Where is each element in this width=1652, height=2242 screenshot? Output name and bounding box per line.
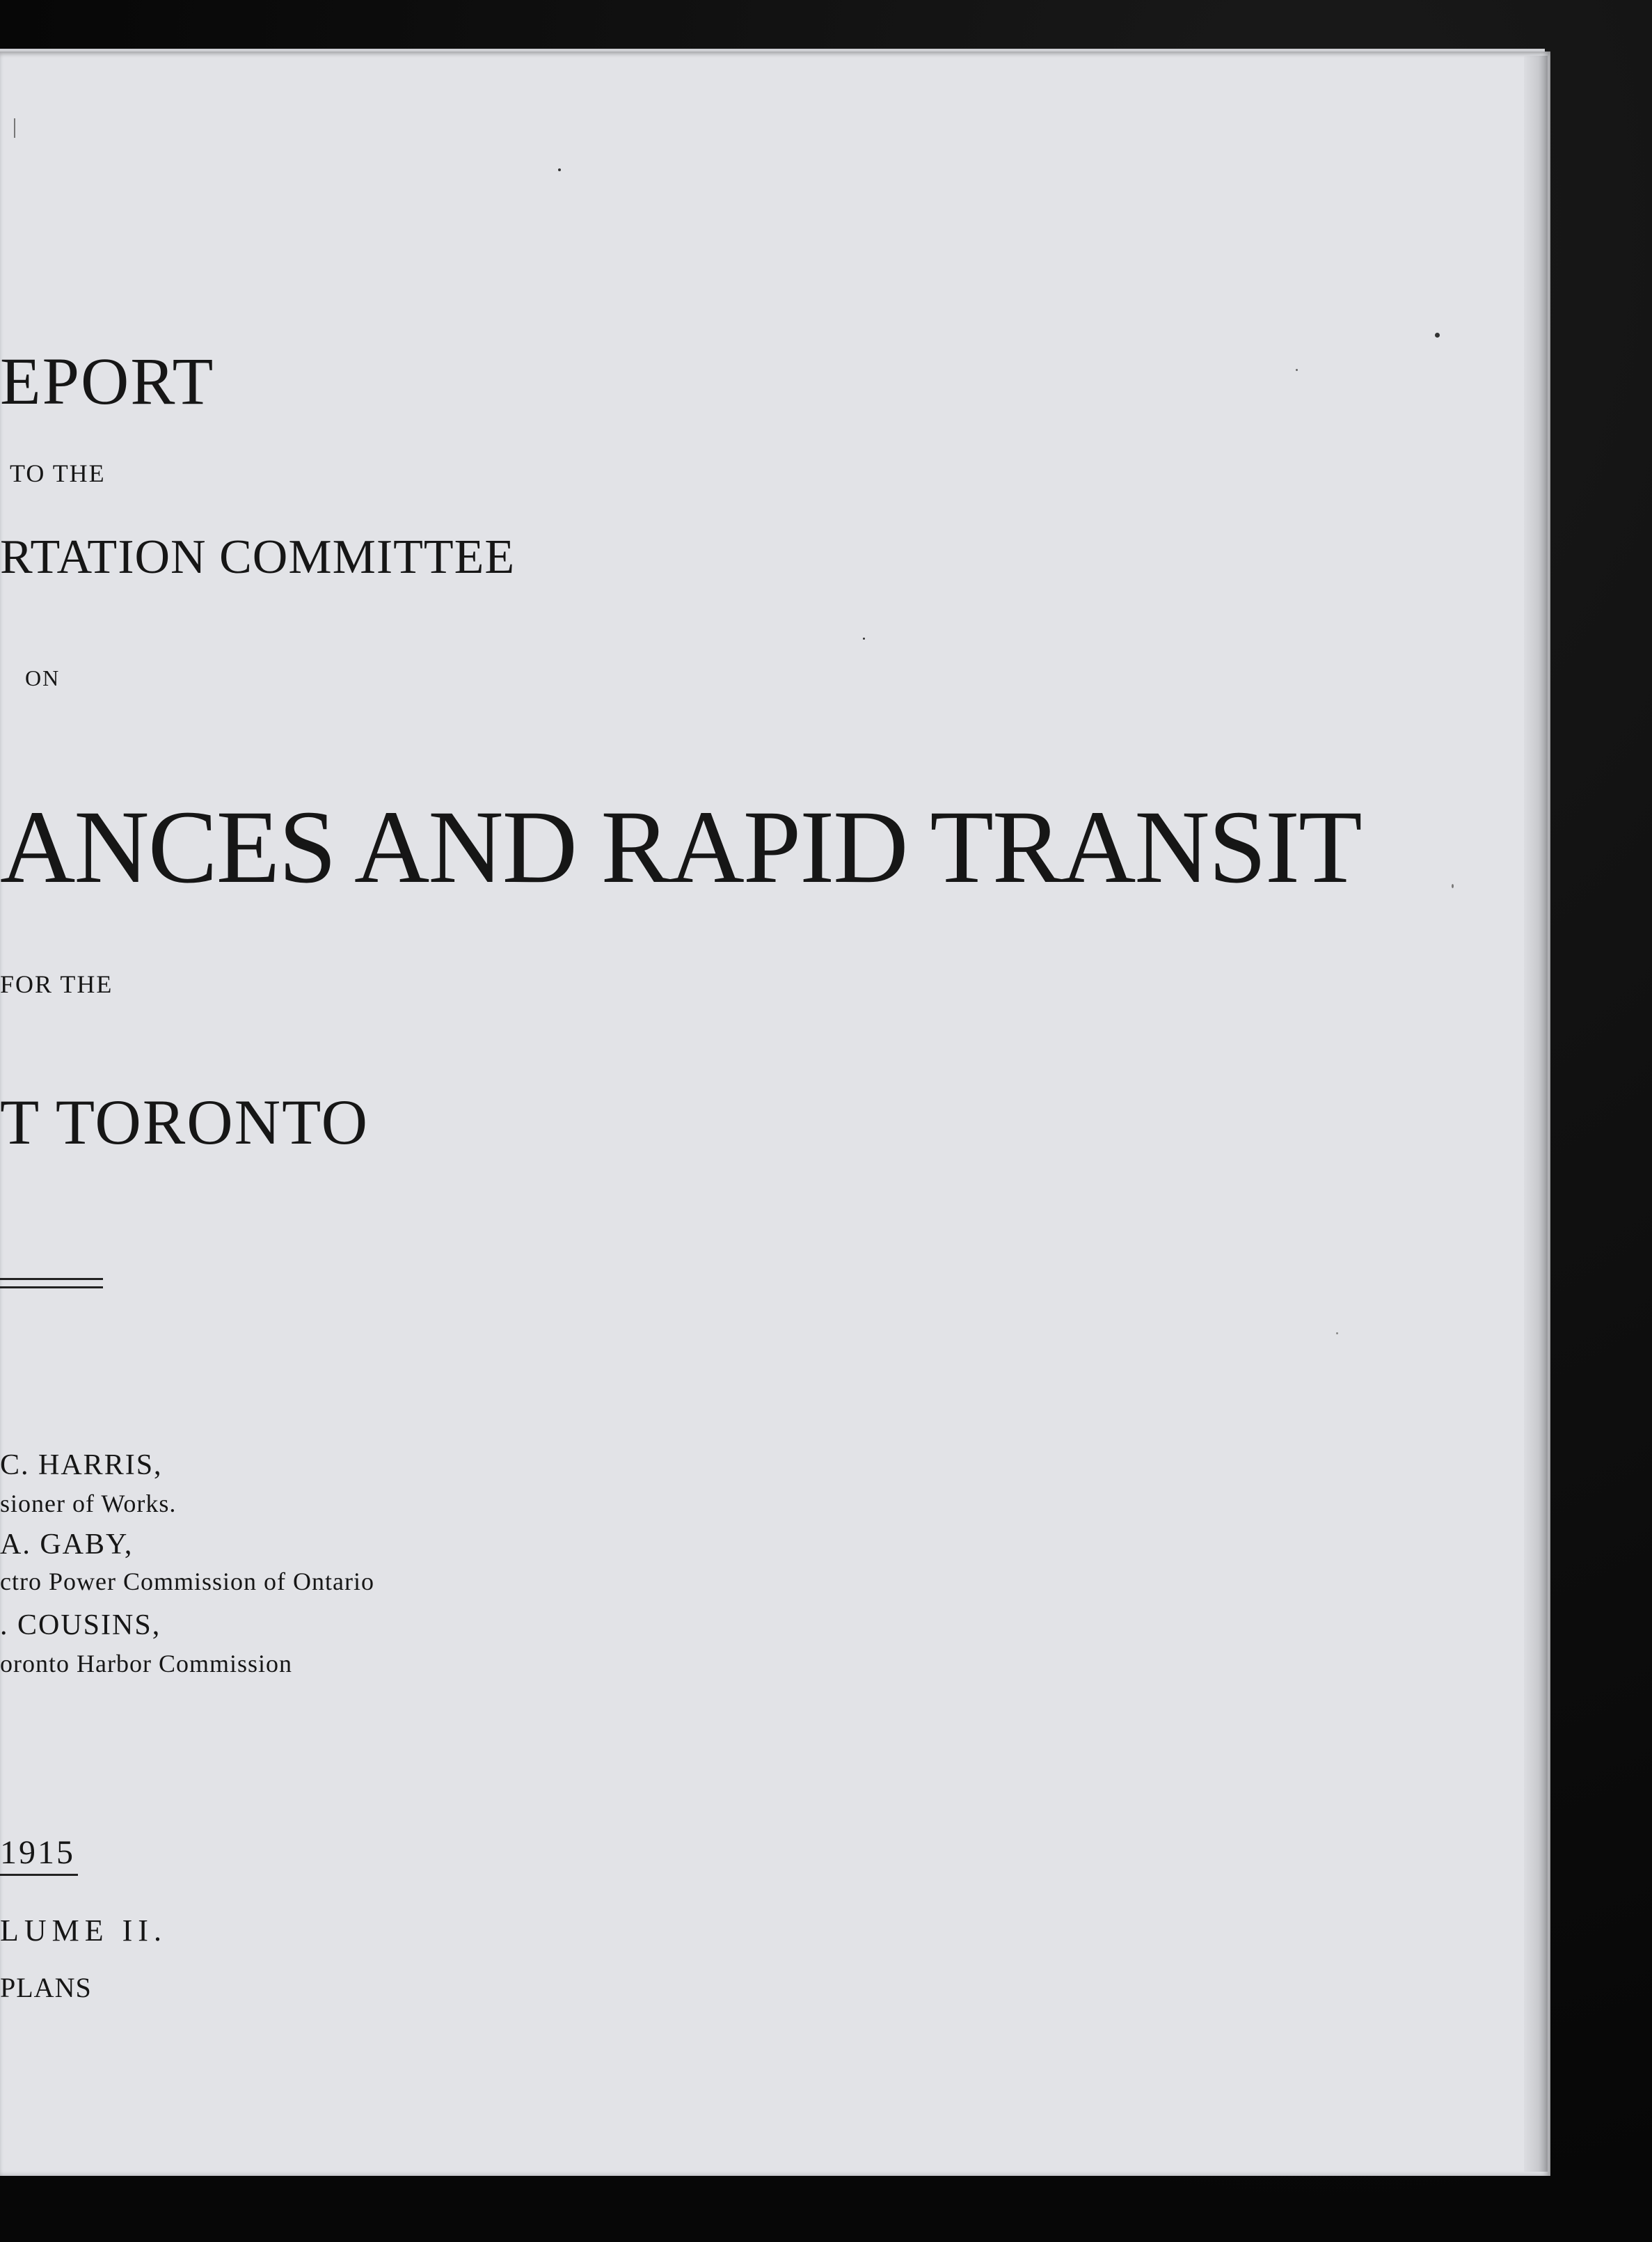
signatory-title: oronto Harbor Commission	[0, 1650, 292, 1677]
page-edge-shadow	[1524, 56, 1548, 2172]
dust-speck	[863, 638, 865, 640]
signatory-name: C. HARRIS,	[0, 1449, 163, 1481]
dust-speck	[1435, 333, 1440, 338]
dust-speck	[558, 168, 561, 171]
document-page	[0, 52, 1550, 2176]
double-rule-bottom	[0, 1286, 103, 1288]
publication-year: 1915	[0, 1834, 75, 1871]
for-the-label: FOR THE	[0, 970, 113, 998]
volume-label: LUME II.	[0, 1913, 167, 1948]
dust-speck	[1452, 884, 1454, 888]
margin-mark	[14, 118, 15, 138]
dust-speck	[1296, 369, 1298, 371]
double-rule-top	[0, 1278, 103, 1280]
signatory-title: ctro Power Commission of Ontario	[0, 1568, 374, 1595]
signatory-name: A. GABY,	[0, 1529, 134, 1561]
committee-line: RTATION COMMITTEE	[0, 530, 516, 584]
signatory-name: . COUSINS,	[0, 1609, 161, 1641]
subject-title: ANCES AND RAPID TRANSIT	[0, 789, 1361, 905]
signatory-title: sioner of Works.	[0, 1490, 177, 1517]
city-title: T TORONTO	[0, 1087, 370, 1158]
to-the-label: TO THE	[10, 459, 106, 487]
report-heading: EPORT	[0, 344, 215, 418]
plans-label: PLANS	[0, 1972, 92, 2003]
year-underline	[0, 1874, 78, 1876]
dust-speck	[1336, 1332, 1338, 1334]
on-label: ON	[25, 665, 61, 690]
